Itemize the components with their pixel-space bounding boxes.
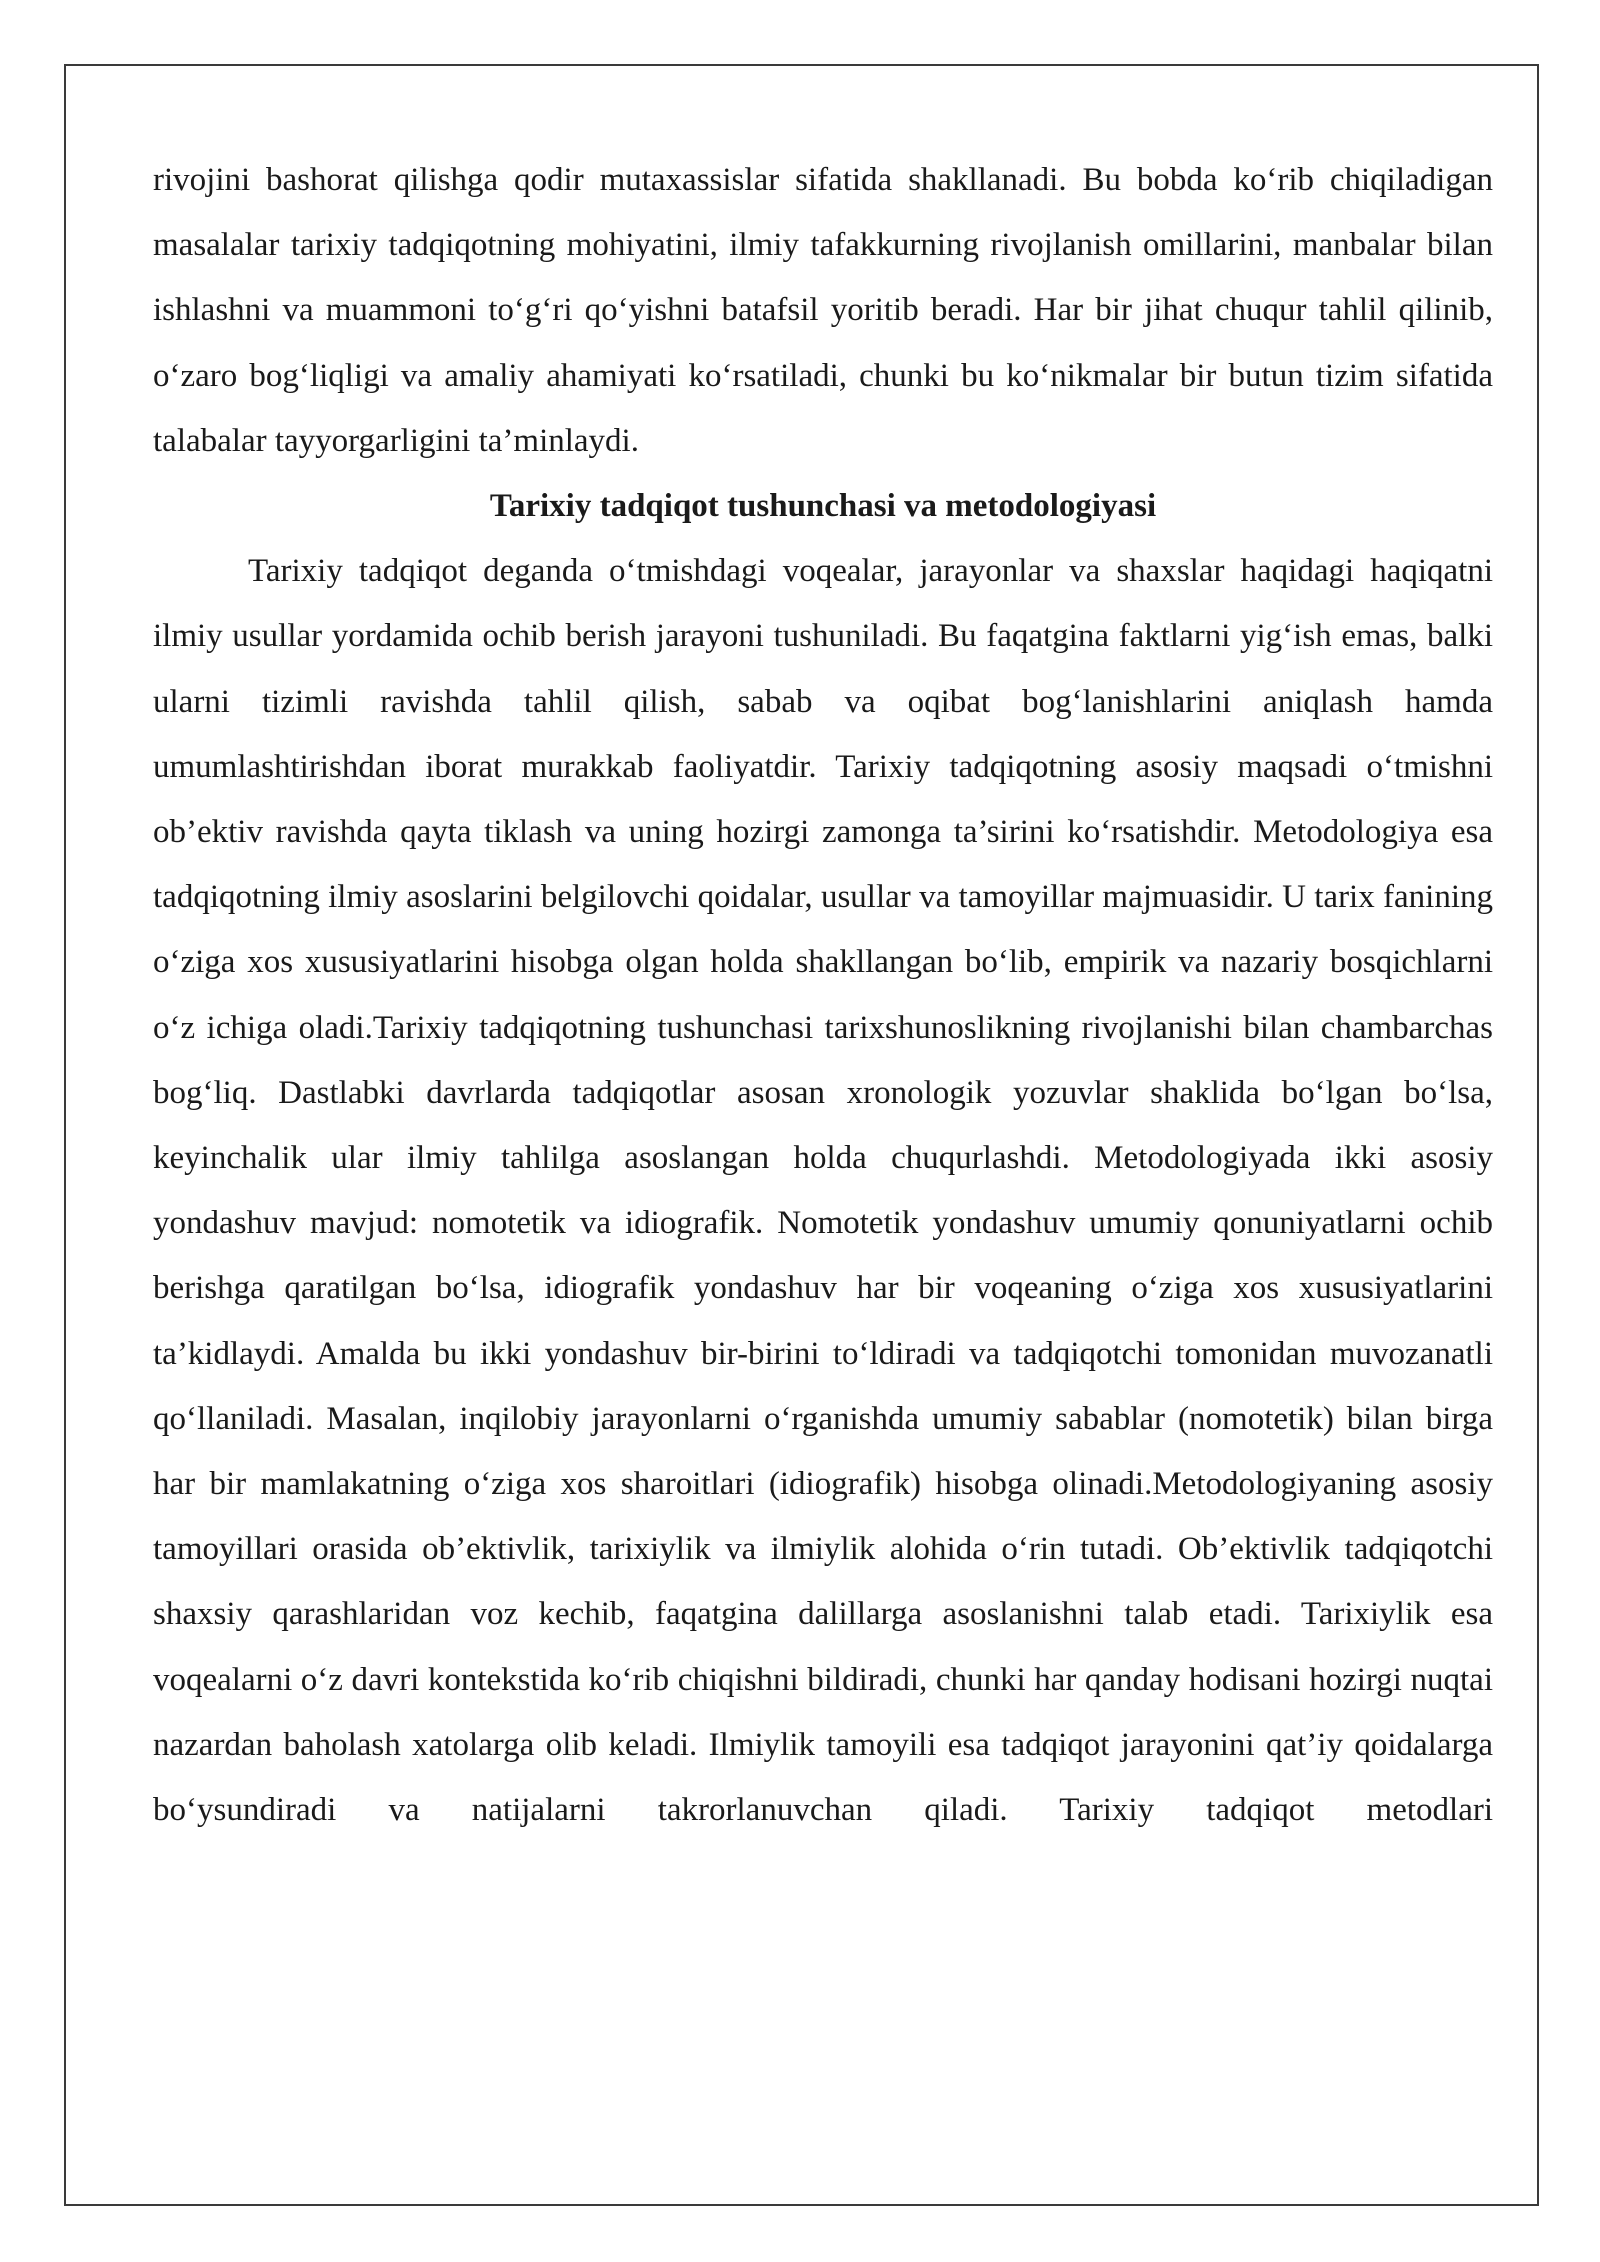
section-heading: Tarixiy tadqiqot tushunchasi va metodologiyasi [489,488,1157,525]
body-paragraph: Tarixiy tadqiqot deganda o‘tmishdagi voqealar, jarayonlar va shaxslar haqidagi haqiqatni ilmiy usullar yordamida ochib berish jarayoni tushuniladi. Bu faqatgina faktlarni yig‘ish emas, balki ularni tizimli ravishda tahlil qilish, sabab va oqibat bog‘lanishlarini aniqlash hamda umumlashtirishdan iborat murakkab faoliyatdir. Tarixiy tadqiqotning asosiy maqsadi o‘tmishni ob’ektiv ravishda qayta tiklash va uning hozirgi zamonga ta’sirini ko‘rsatishdir. Metodologiya esa tadqiqotning ilmiy asoslarini belgilovchi qoidalar, usullar va tamoyillar majmuasidir. U tarix fanining o‘ziga xos xususiyatlarini hisobga olgan holda shakllangan bo‘lib, empirik va nazariy bosqichlarni o‘z ichiga oladi.Tarixiy tadqiqotning tushunchasi tarixshunoslikning rivojlanishi bilan chambarchas bog‘liq. Dastlabki davrlarda tadqiqotlar asosan xronologik yozuvlar shaklida bo‘lgan bo‘lsa, keyinchalik ular ilmiy tahlilga asoslangan holda chuqurlashdi. Metodologiyada ikki asosiy yondashuv mavjud: nomotetik va idiografik. Nomotetik yondashuv umumiy qonuniyatlarni ochib berishga qaratilgan bo‘lsa, idiografik yondashuv har bir voqeaning o‘ziga xos xususiyatlarini ta’kidlaydi. Amalda bu ikki yondashuv bir-birini to‘ldiradi va tadqiqotchi tomonidan muvozanatli qo‘llaniladi. Masalan, inqilobiy jarayonlarni o‘rganishda umumiy sabablar (nomotetik) bilan birga har bir mamlakatning o‘ziga xos sharoitlari (idiografik) hisobga olinadi.Metodologiyaning asosiy tamoyillari orasida ob’ektivlik, tarixiylik va ilmiylik alohida o‘rin tutadi. Ob’ektivlik tadqiqotchi shaxsiy qarashlaridan voz kechib, faqatgina dalillarga asoslanishni talab etadi. Tarixiylik esa voqealarni o‘z davri kontekstida ko‘rib chiqishni bildiradi, chunki har qanday hodisani hozirgi nuqtai nazardan baholash xatolarga olib keladi. Ilmiylik tamoyili esa tadqiqot jarayonini qat’iy qoidalarga bo‘ysundiradi va natijalarni takrorlanuvchan qiladi. Tarixiy tadqiqot metodlari [153,553,1493,1829]
intro-paragraph: rivojini bashorat qilishga qodir mutaxassislar sifatida shakllanadi. Bu bobda ko‘rib chiqiladigan masalalar tarixiy tadqiqotning mohiyatini, ilmiy tafakkurning rivojlanish omillarini, manbalar bilan ishlashni va muammoni to‘g‘ri qo‘yishni batafsil yoritib beradi. Har bir jihat chuqur tahlil qilinib, o‘zaro bog‘liqligi va amaliy ahamiyati ko‘rsatiladi, chunki bu ko‘nikmalar bir butun tizim sifatida talabalar tayyorgarligini ta’minlaydi. [153,162,1493,459]
document-body [153,148,1493,1843]
